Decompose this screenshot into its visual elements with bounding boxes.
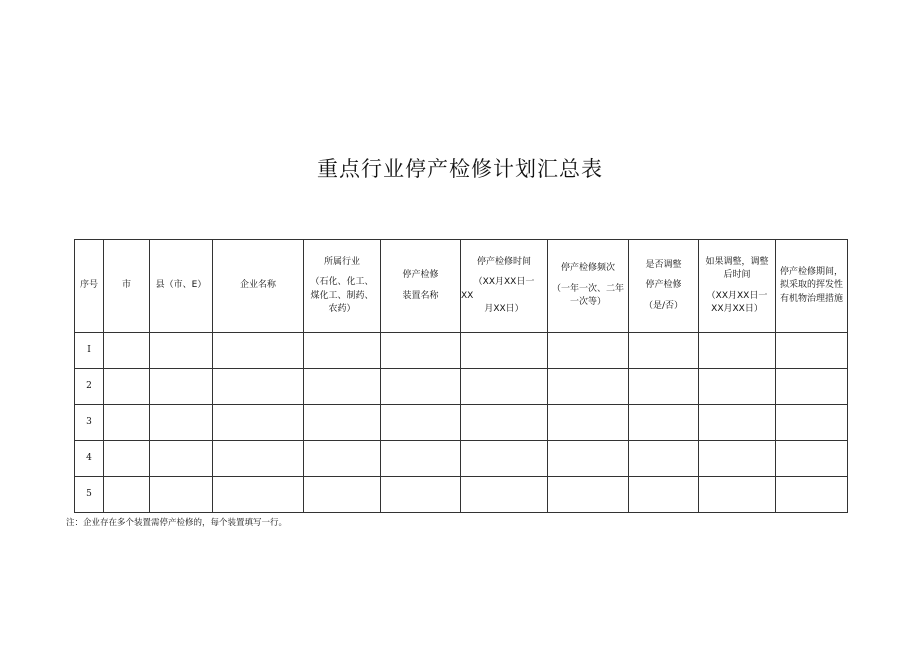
device-cell[interactable] xyxy=(381,441,461,477)
industry-cell[interactable] xyxy=(304,405,381,441)
city-cell[interactable] xyxy=(104,441,150,477)
time-cell[interactable] xyxy=(461,405,548,441)
county-cell[interactable] xyxy=(150,369,213,405)
row-number: I xyxy=(75,333,104,369)
adjusted-time-cell[interactable] xyxy=(699,369,776,405)
adjust-cell[interactable] xyxy=(629,477,699,513)
table-row xyxy=(75,477,848,513)
device-cell[interactable] xyxy=(381,333,461,369)
header-city: 市 xyxy=(104,240,150,333)
header-adjusted-time: 如果调整，调整 后时间 （XX月XX日一 XX月XX日） xyxy=(699,240,776,333)
header-frequency: 停产检修频次 （一年一次、二年 一次等） xyxy=(548,240,629,333)
time-cell[interactable] xyxy=(461,369,548,405)
table-row xyxy=(75,405,848,441)
device-cell[interactable] xyxy=(381,477,461,513)
adjusted-time-cell[interactable] xyxy=(699,405,776,441)
frequency-cell[interactable] xyxy=(548,369,629,405)
header-county: 县（市、E） xyxy=(150,240,213,333)
header-industry: 所属行业 （石化、化工、 煤化工、制药、 农药） xyxy=(304,240,381,333)
header-measures: 停产检修期间， 拟采取的挥发性 有机物治理措施 xyxy=(776,240,848,333)
county-cell[interactable] xyxy=(150,333,213,369)
header-time: 停产检修时间 （XX月XX日一 XX 月XX日） xyxy=(461,240,548,333)
city-cell[interactable] xyxy=(104,369,150,405)
time-cell[interactable] xyxy=(461,477,548,513)
industry-cell[interactable] xyxy=(304,477,381,513)
row-number: 5 xyxy=(75,477,104,513)
row-number: 2 xyxy=(75,369,104,405)
adjusted-time-cell[interactable] xyxy=(699,477,776,513)
adjust-cell[interactable] xyxy=(629,369,699,405)
company-cell[interactable] xyxy=(213,477,304,513)
header-seq: 序号 xyxy=(75,240,104,333)
adjust-cell[interactable] xyxy=(629,333,699,369)
industry-cell[interactable] xyxy=(304,441,381,477)
company-cell[interactable] xyxy=(213,441,304,477)
device-cell[interactable] xyxy=(381,369,461,405)
company-cell[interactable] xyxy=(213,369,304,405)
header-adjust: 是否调整 停产检修 （是/否） xyxy=(629,240,699,333)
measures-cell[interactable] xyxy=(776,333,848,369)
plan-summary-table xyxy=(74,239,848,513)
table-row xyxy=(75,333,848,369)
table-header-row xyxy=(75,240,848,333)
frequency-cell[interactable] xyxy=(548,405,629,441)
city-cell[interactable] xyxy=(104,333,150,369)
measures-cell[interactable] xyxy=(776,369,848,405)
company-cell[interactable] xyxy=(213,405,304,441)
county-cell[interactable] xyxy=(150,405,213,441)
frequency-cell[interactable] xyxy=(548,333,629,369)
table-row xyxy=(75,369,848,405)
measures-cell[interactable] xyxy=(776,441,848,477)
measures-cell[interactable] xyxy=(776,477,848,513)
city-cell[interactable] xyxy=(104,477,150,513)
frequency-cell[interactable] xyxy=(548,441,629,477)
footnote: 注：企业存在多个装置需停产检修的，每个装置填写一行。 xyxy=(66,518,288,528)
company-cell[interactable] xyxy=(213,333,304,369)
frequency-cell[interactable] xyxy=(548,477,629,513)
adjust-cell[interactable] xyxy=(629,405,699,441)
measures-cell[interactable] xyxy=(776,405,848,441)
row-number: 4 xyxy=(75,441,104,477)
header-device: 停产检修 装置名称 xyxy=(381,240,461,333)
industry-cell[interactable] xyxy=(304,333,381,369)
adjusted-time-cell[interactable] xyxy=(699,441,776,477)
adjust-cell[interactable] xyxy=(629,441,699,477)
county-cell[interactable] xyxy=(150,477,213,513)
time-cell[interactable] xyxy=(461,441,548,477)
header-company: 企业名称 xyxy=(213,240,304,333)
document-title: 重点行业停产检修计划汇总表 xyxy=(317,157,603,181)
device-cell[interactable] xyxy=(381,405,461,441)
county-cell[interactable] xyxy=(150,441,213,477)
city-cell[interactable] xyxy=(104,405,150,441)
adjusted-time-cell[interactable] xyxy=(699,333,776,369)
time-cell[interactable] xyxy=(461,333,548,369)
industry-cell[interactable] xyxy=(304,369,381,405)
row-number: 3 xyxy=(75,405,104,441)
table-row xyxy=(75,441,848,477)
